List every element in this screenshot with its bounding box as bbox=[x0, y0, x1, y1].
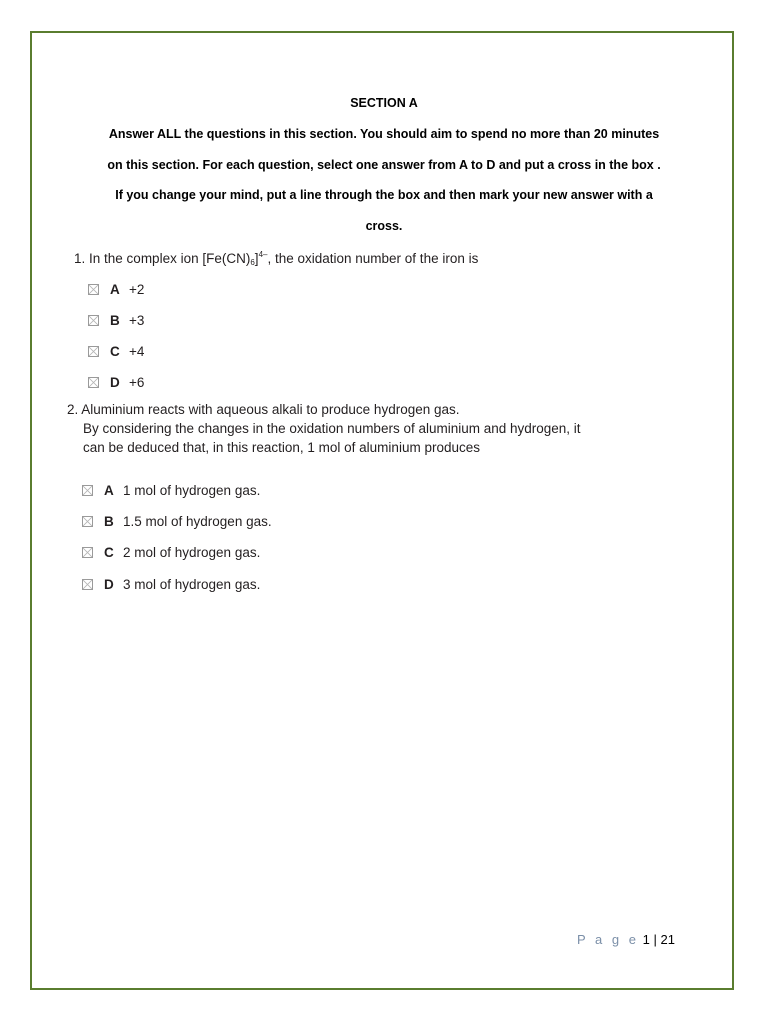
question-1-text-before: In the complex ion [Fe(CN) bbox=[89, 251, 251, 266]
checkbox-icon[interactable] bbox=[88, 377, 99, 388]
question-2-line-3: can be deduced that, in this reaction, 1 mol of aluminium produces bbox=[83, 440, 480, 455]
question-2-number: 2. bbox=[67, 402, 79, 417]
option-text: +6 bbox=[129, 374, 145, 390]
question-1-option-a[interactable] bbox=[88, 280, 144, 298]
checkbox-icon[interactable] bbox=[82, 516, 93, 527]
checkbox-icon[interactable] bbox=[82, 485, 93, 496]
option-letter: A bbox=[104, 482, 114, 498]
checkbox-icon[interactable] bbox=[88, 315, 99, 326]
option-letter: C bbox=[104, 544, 114, 560]
instruction-line-4: cross. bbox=[365, 219, 403, 233]
question-1-close-bracket: ] bbox=[254, 251, 259, 266]
question-2-option-a[interactable] bbox=[82, 481, 260, 499]
question-1-superscript: 4– bbox=[258, 250, 268, 259]
page-current: 1 bbox=[642, 932, 650, 947]
checkbox-icon[interactable] bbox=[88, 346, 99, 357]
option-letter: B bbox=[110, 312, 120, 328]
question-2-option-d[interactable] bbox=[82, 575, 260, 593]
page-label: P a g e bbox=[577, 932, 639, 947]
option-text: 1.5 mol of hydrogen gas. bbox=[123, 513, 272, 529]
page-footer bbox=[577, 932, 675, 947]
checkbox-icon[interactable] bbox=[82, 547, 93, 558]
question-2-option-c[interactable] bbox=[82, 543, 260, 561]
instruction-line-1: Answer ALL the questions in this section. You should aim to spend no more than 20 minutes bbox=[108, 127, 660, 141]
option-text: 3 mol of hydrogen gas. bbox=[123, 576, 261, 592]
section-title: SECTION A bbox=[350, 96, 418, 110]
question-2-text: Aluminium reacts with aqueous alkali to produce hydrogen gas. bbox=[81, 402, 460, 417]
question-1-option-c[interactable] bbox=[88, 342, 144, 360]
option-text: 2 mol of hydrogen gas. bbox=[123, 544, 261, 560]
question-1-option-b[interactable] bbox=[88, 311, 144, 329]
question-2-line-2: By considering the changes in the oxidation numbers of aluminium and hydrogen, it bbox=[83, 421, 581, 436]
option-letter: D bbox=[110, 374, 120, 390]
page-total: 21 bbox=[660, 932, 675, 947]
option-text: +4 bbox=[129, 343, 145, 359]
option-letter: A bbox=[110, 281, 120, 297]
question-1-number: 1. bbox=[74, 251, 86, 266]
question-1-option-d[interactable] bbox=[88, 373, 144, 391]
option-text: +3 bbox=[129, 312, 145, 328]
question-1-subscript: 6 bbox=[250, 258, 255, 267]
question-2-line-1 bbox=[67, 402, 460, 417]
instruction-line-2: on this section. For each question, select one answer from A to D and put a cross in the box . bbox=[107, 158, 661, 172]
option-text: 1 mol of hydrogen gas. bbox=[123, 482, 261, 498]
page-separator: | bbox=[653, 932, 657, 947]
question-1-stem bbox=[74, 250, 478, 267]
question-2-option-b[interactable] bbox=[82, 512, 272, 530]
option-letter: B bbox=[104, 513, 114, 529]
checkbox-icon[interactable] bbox=[88, 284, 99, 295]
option-letter: C bbox=[110, 343, 120, 359]
instruction-line-3: If you change your mind, put a line through the box and then mark your new answer with a bbox=[115, 188, 653, 202]
option-text: +2 bbox=[129, 281, 145, 297]
checkbox-icon[interactable] bbox=[82, 579, 93, 590]
page-border bbox=[30, 31, 734, 990]
option-letter: D bbox=[104, 576, 114, 592]
question-1-text-after: , the oxidation number of the iron is bbox=[267, 251, 479, 266]
